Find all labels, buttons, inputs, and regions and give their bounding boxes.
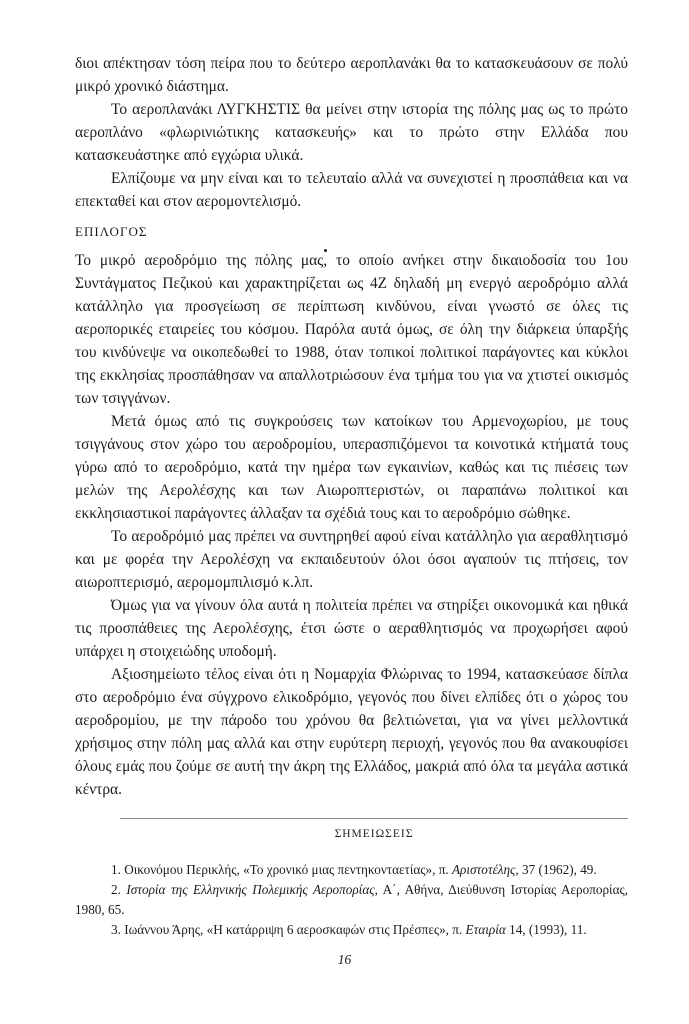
page-body [75,52,628,801]
footnote-italic: Αριστοτέλης [451,862,516,877]
footnote-text: , Α΄, Αθήνα, Διεύθυνση Ιστορίας Αεροπορίας, 1980, 65. [75,882,629,917]
notes-divider [120,818,628,819]
footnote-text: , 37 (1962), 49. [515,862,597,877]
paragraph: Το αεροδρόμιό μας πρέπει να συντηρηθεί αφού είναι κατάλληλο για αεραθλητισμό και με φορέα την Αερολέσχη να εκπαιδευτούν όλοι όσοι αγαπούν τις πτήσεις, τον αιωροπτερισμό, αερομομπιλισμό κ.λπ. [75,528,628,591]
paragraph: Ελπίζουμε να μην είναι και το τελευταίο αλλά να συνεχιστεί η προσπάθεια και να επεκταθεί και στον αερομοντελισμό. [75,170,628,210]
stray-dot [324,249,327,252]
footnotes [75,860,628,940]
paragraph: Αξιοσημείωτο τέλος είναι ότι η Νομαρχία Φλώρινας το 1994, κατασκεύασε δίπλα στο αεροδρόμιο ένα σύγχρονο ελικοδρόμιο, γεγονός που δίνει ελπίδες ότι ο χώρος του αεροδρομίου, με την πάροδο του χρόνου θα βελτιώνεται, για να γίνει μελλοντικά χρήσιμος στην πόλη μας αλλά και στην ευρύτερη περιοχή, γεγονός που θα ανακουφίσει όλους εμάς που ζούμε σε αυτή την άκρη της Ελλάδος, μακριά από όλα τα μεγάλα αστικά κέντρα. [75,666,628,798]
section-heading: ΕΠΙΛΟΓΟΣ [75,224,148,239]
paragraph: διοι απέκτησαν τόση πείρα που το δεύτερο αεροπλανάκι θα το κατασκευάσουν σε πολύ μικρό χρονικό διάστημα. [75,55,628,95]
paragraph: Όμως για να γίνουν όλα αυτά η πολιτεία πρέπει να στηρίξει οικονομικά και ηθικά τις προσπάθειες της Αερολέσχης, έτσι ώστε ο αεραθλητισμός να προχωρήσει αφού υπάρχει η στοιχειώδης υποδομή. [75,597,628,660]
notes-header [120,818,628,854]
footnote-text: 14, (1993), 11. [505,922,587,937]
notes-title: ΣΗΜΕΙΩΣΕΙΣ [334,828,414,840]
paragraph: Μετά όμως από τις συγκρούσεις των κατοίκων του Αρμενοχωρίου, με τους τσιγγάνους στον χώρο του αεροδρομίου, υπερασπιζόμενοι τα κοινοτικά κτήματά τους γύρω από το αεροδρόμιο, κατά την ημέρα των εγκαινίων, καθώς και τις πιέσεις των μελών της Αερολέσχης και των Αιωροπτεριστών, οι παραπάνω πολιτικοί και εκκλησιαστικοί παράγοντες άλλαξαν τα σχέδιά τους και το αεροδρόμιο σώθηκε. [75,413,628,522]
footnote-italic: Εταιρία [465,922,506,937]
paragraph: Το αεροπλανάκι ΛΥΓΚΗΣΤΙΣ θα μείνει στην ιστορία της πόλης μας ως το πρώτο αεροπλάνο «φλωρινιώτικης κατασκευής» και το πρώτο στην Ελλάδα που κατασκευάστηκε από εγχώρια υλικά. [75,101,628,164]
footnote-italic: Ιστορία της Ελληνικής Πολεμικής Αεροπορίας [126,882,375,897]
paragraph: Το μικρό αεροδρόμιο της πόλης μας, το οποίο ανήκει στην δικαιοδοσία του 1ου Συντάγματος Πεζικού και χαρακτηρίζεται ως 4Ζ δηλαδή μη ενεργό αεροδρόμιο αλλά κατάλληλο για προσγείωση σε περίπτωση κινδύνου, είναι γνωστό σε όλες τις αεροπορικές εταιρείες του κόσμου. Παρόλα αυτά όμως, σε όλη την διάρκεια ύπαρξής του κινδύνεψε να οικοπεδωθεί το 1988, όταν τοπικοί πολιτικοί παράγοντες και κύκλοι της εκκλησίας προσπάθησαν να απαλλοτριώσουν ένα τμήμα του για να χτιστεί οικισμός των τσιγγάνων. [75,252,628,407]
footnote [75,920,628,940]
footnote-text: 2. [111,882,127,897]
footnote [75,860,628,880]
footnote [75,880,628,920]
footnote-text: 3. Ιωάννου Άρης, «Η κατάρριψη 6 αεροσκαφών στις Πρέσπες», π. [111,922,466,937]
page-number: 16 [337,952,352,967]
footnote-text: 1. Οικονόμου Περικλής, «Το χρονικό μιας πεντηκονταετίας», π. [111,862,452,877]
